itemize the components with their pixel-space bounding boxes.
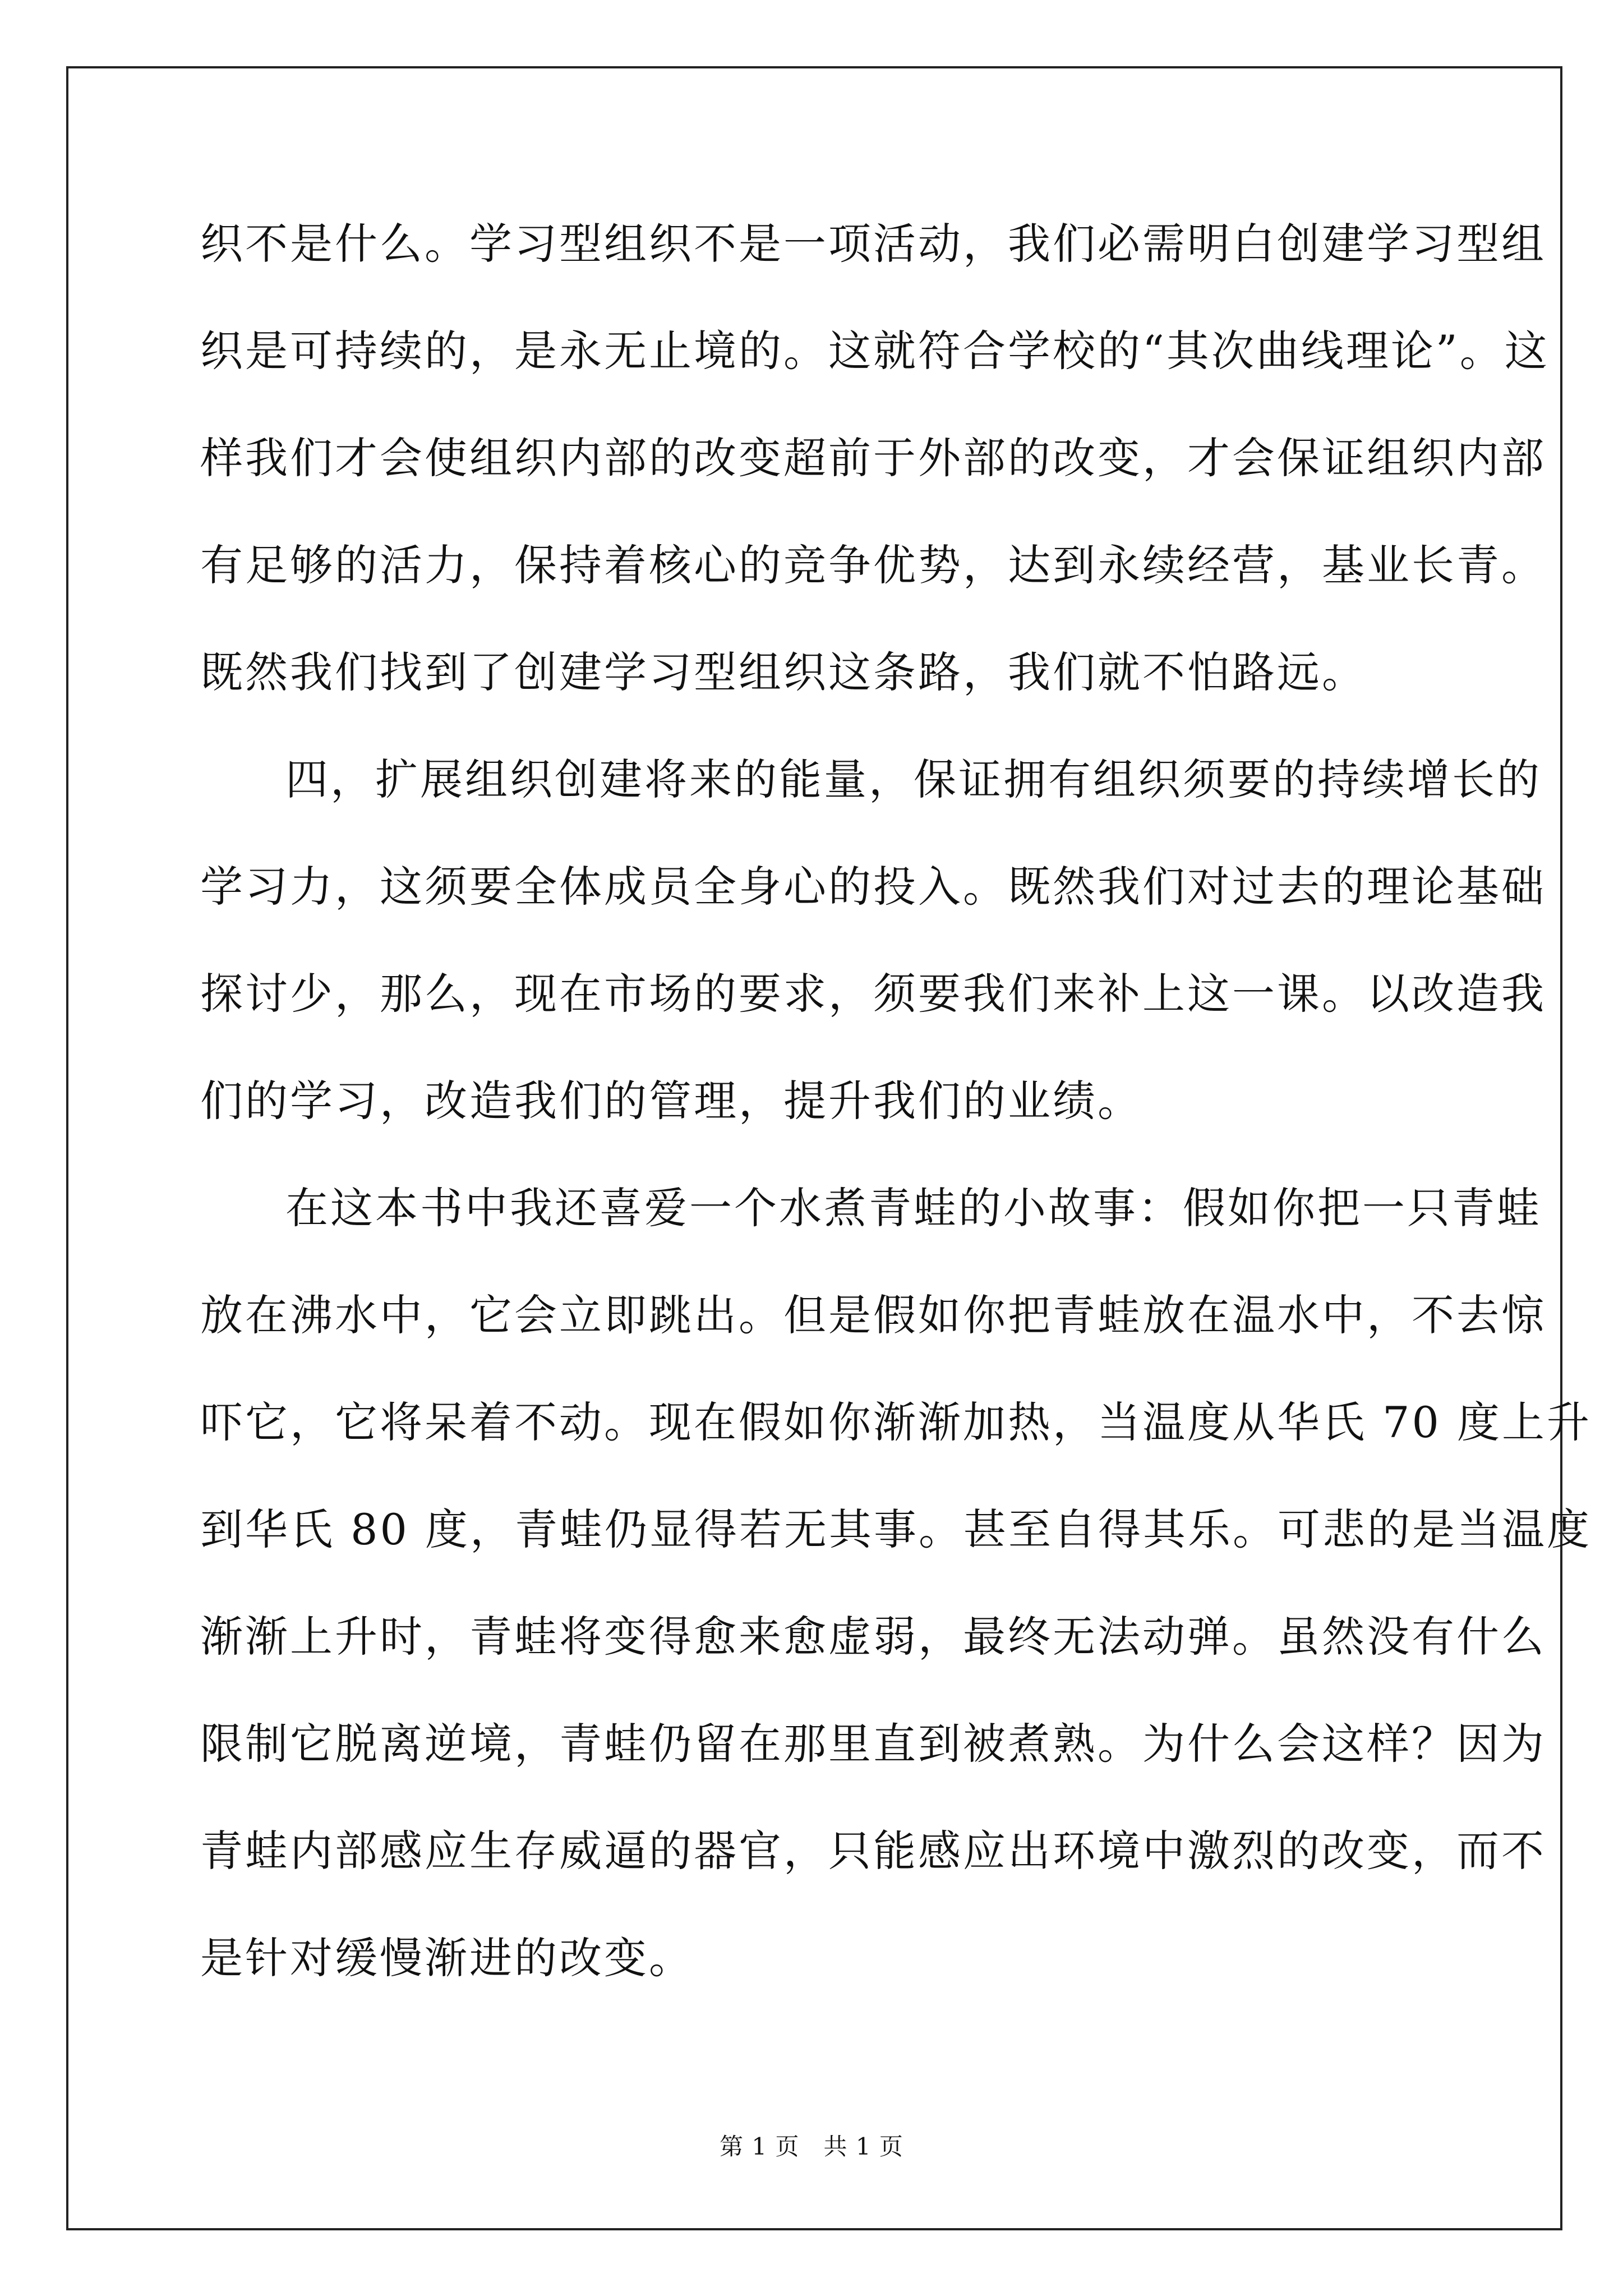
paragraph-first-line: 四，扩展组织创建将来的能量，保证拥有组织须要的持续增长的 <box>285 754 1542 804</box>
text-line: 到华氏 80 度，青蛙仍显得若无其事。甚至自得其乐。可悲的是当温度 <box>200 1504 1592 1554</box>
text-line: 青蛙内部感应生存威逼的器官，只能感应出环境中激烈的改变，而不 <box>200 1826 1546 1876</box>
text-line: 是针对缓慢渐进的改变。 <box>200 1933 694 1983</box>
text-line: 们的学习，改造我们的管理，提升我们的业绩。 <box>200 1076 1142 1126</box>
text-line: 有足够的活力，保持着核心的竞争优势，达到永续经营，基业长青。 <box>200 540 1546 590</box>
paragraph-first-line: 在这本书中我还喜爱一个水煮青蛙的小故事：假如你把一只青蛙 <box>285 1183 1542 1233</box>
text-line: 学习力，这须要全体成员全身心的投入。既然我们对过去的理论基础 <box>200 862 1546 912</box>
text-line: 织不是什么。学习型组织不是一项活动，我们必需明白创建学习型组 <box>200 219 1546 269</box>
text-line: 探讨少，那么，现在市场的要求，须要我们来补上这一课。以改造我 <box>200 969 1546 1019</box>
text-line: 织是可持续的，是永无止境的。这就符合学校的“其次曲线理论”。这 <box>200 326 1550 376</box>
page-number-footer: 第 1 页 共 1 页 <box>720 2133 903 2160</box>
text-line: 既然我们找到了创建学习型组织这条路，我们就不怕路远。 <box>200 647 1367 697</box>
text-line: 放在沸水中，它会立即跳出。但是假如你把青蛙放在温水中，不去惊 <box>200 1290 1546 1340</box>
text-line: 渐渐上升时，青蛙将变得愈来愈虚弱，最终无法动弹。虽然没有什么 <box>200 1612 1546 1662</box>
text-line: 样我们才会使组织内部的改变超前于外部的改变，才会保证组织内部 <box>200 433 1546 483</box>
document-body <box>200 216 1592 2037</box>
text-line: 吓它，它将呆着不动。现在假如你渐渐加热，当温度从华氏 70 度上升 <box>200 1397 1592 1447</box>
text-line: 限制它脱离逆境，青蛙仍留在那里直到被煮熟。为什么会这样？因为 <box>200 1719 1546 1769</box>
